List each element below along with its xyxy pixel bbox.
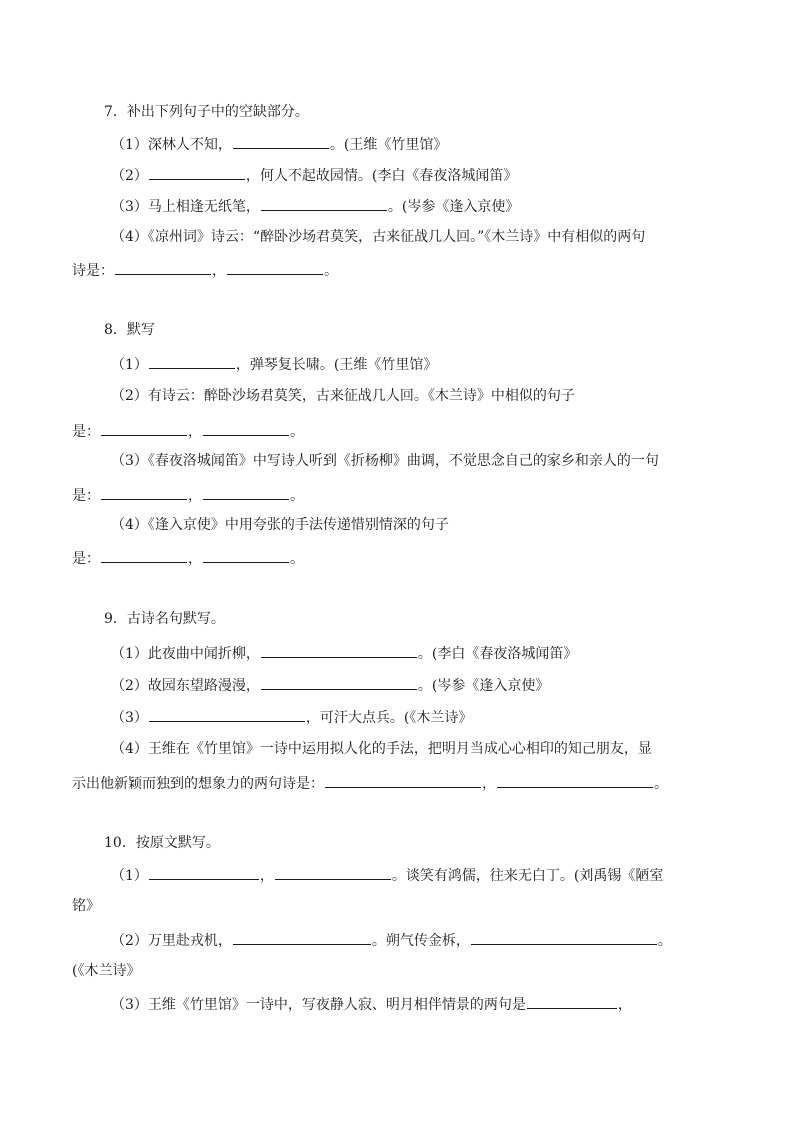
q8-item-4-line1: （4）《逢入京使》中用夸张的手法传递惜别情深的句子 (111, 517, 449, 533)
q8-title: 8．默写 (104, 322, 155, 338)
answer-blank[interactable] (275, 864, 391, 880)
answer-blank[interactable] (233, 929, 371, 945)
answer-blank[interactable] (115, 259, 211, 275)
q9-item-4-line1: （4）王维在《竹里馆》一诗中运用拟人化的手法，把明月当成心心相印的知己朋友，显 (111, 741, 652, 757)
q8-item-1: （1） ，弹琴复长啸。(王维《竹里馆》 (111, 353, 437, 373)
answer-blank[interactable] (101, 547, 187, 563)
q7-item-4-line1: （4）《凉州词》诗云：“醉卧沙场君莫笑，古来征战几人回。”《木兰诗》中有相似的两句 (111, 229, 646, 245)
answer-blank[interactable] (261, 195, 387, 211)
answer-blank[interactable] (101, 484, 187, 500)
q10-item-2-line1: （2）万里赴戎机， 。朔气传金柝， 。 (111, 929, 672, 949)
q8-item-2-line2: 是： ， 。 (72, 420, 304, 440)
q7-item-4-line2: 诗是： ， 。 (72, 259, 338, 279)
q8-item-2-line1: （2）有诗云：醉卧沙场君莫笑，古来征战几人回。《木兰诗》中相似的句子 (111, 388, 575, 404)
answer-blank[interactable] (203, 547, 289, 563)
answer-blank[interactable] (227, 259, 323, 275)
answer-blank[interactable] (261, 674, 417, 690)
q7-title: 7．补出下列句子中的空缺部分。 (104, 104, 309, 120)
q8-item-3-line2: 是： ， 。 (72, 484, 304, 504)
q10-title: 10．按原文默写。 (104, 835, 220, 851)
q10-item-1-line2: 铭》 (72, 898, 100, 914)
answer-blank[interactable] (497, 772, 653, 788)
answer-blank[interactable] (149, 706, 305, 722)
answer-blank[interactable] (149, 864, 259, 880)
q7-item-1: （1）深林人不知， 。(王维《竹里馆》 (111, 133, 447, 153)
answer-blank[interactable] (233, 133, 329, 149)
q7-item-2: （2） ，何人不起故园情。(李白《春夜洛城闻笛》 (111, 164, 517, 184)
answer-blank[interactable] (261, 642, 417, 658)
answer-blank[interactable] (101, 420, 187, 436)
answer-blank[interactable] (325, 772, 481, 788)
q7-item-3: （3）马上相逢无纸笔， 。(岑参《逢入京使》 (111, 195, 519, 215)
q10-item-3: （3）王维《竹里馆》一诗中，写夜静人寂、明月相伴情景的两句是 ， (111, 993, 632, 1013)
q8-item-3-line1: （3）《春夜洛城闻笛》中写诗人听到《折杨柳》曲调，不觉思念自己的家乡和亲人的一句 (111, 453, 659, 469)
q10-item-2-line2: (《木兰诗》 (72, 963, 141, 979)
q9-title: 9．古诗名句默写。 (104, 611, 225, 627)
answer-blank[interactable] (203, 484, 289, 500)
answer-blank[interactable] (149, 164, 245, 180)
q9-item-1: （1）此夜曲中闻折柳， 。(李白《春夜洛城闻笛》 (111, 642, 577, 662)
answer-blank[interactable] (149, 353, 235, 369)
answer-blank[interactable] (527, 993, 617, 1009)
answer-blank[interactable] (203, 420, 289, 436)
q9-item-3: （3） ，可汗大点兵。(《木兰诗》 (111, 706, 472, 726)
q9-item-2: （2）故园东望路漫漫， 。(岑参《逢入京使》 (111, 674, 549, 694)
answer-blank[interactable] (471, 929, 657, 945)
q9-item-4-line2: 示出他新颖而独到的想象力的两句诗是： ， 。 (72, 772, 668, 792)
q8-item-4-line2: 是： ， 。 (72, 547, 304, 567)
q10-item-1-line1: （1） ， 。谈笑有鸿儒，往来无白丁。(刘禹锡《陋室 (111, 864, 663, 884)
